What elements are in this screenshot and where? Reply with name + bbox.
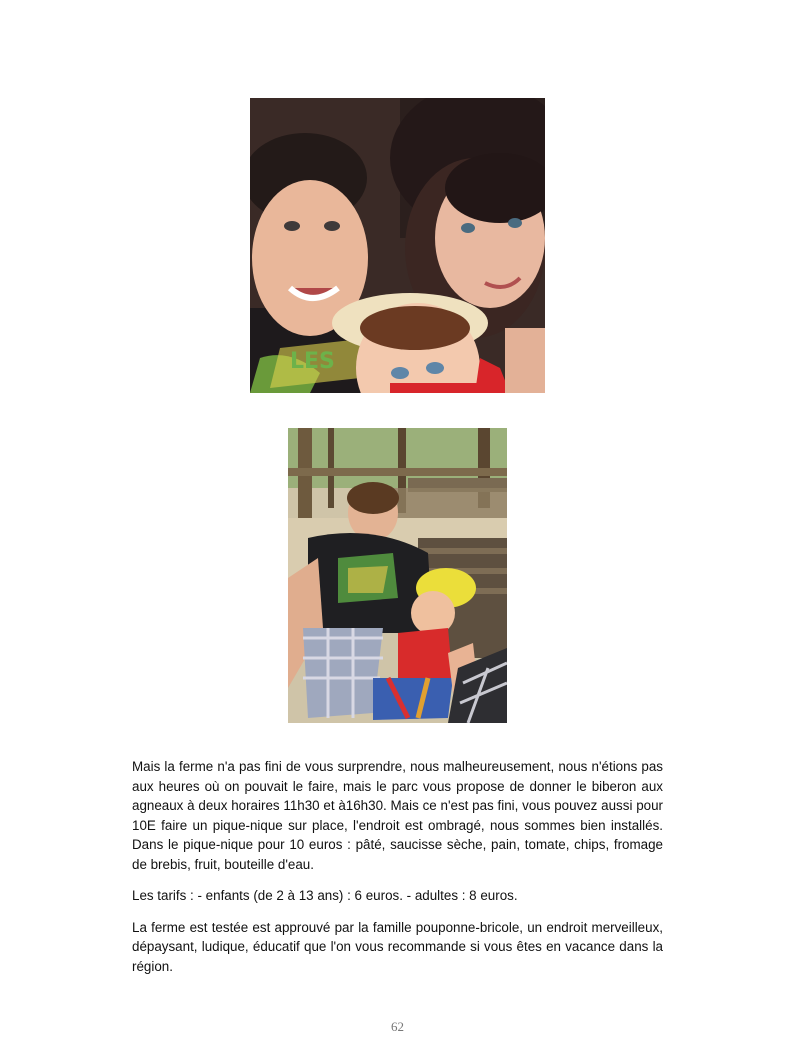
paragraph-recommendation: La ferme est testée est approuvé par la famille pouponne-bricole, un endroit merveilleux, dépaysant, ludique, éducatif que l'on vous recommande si vous êtes en vacance dans la région. xyxy=(132,919,663,974)
paragraph-feeding-picnic: Mais la ferme n'a pas fini de vous surprendre, nous malheureusement, nous n'étions pas aux heures où on pouvait le faire, mais le parc vous propose de donner le biberon aux agneaux à deux horaires 11h30 et à16h30. Mais ce n'est pas fini, vous pouvez aussi pour 10E faire un pique-nique sur place, l'endroit est ombragé, nous sommes bien installés. Dans le pique-nique pour 10 euros : pâté, saucisse sèche, pain, tomate, chips, fromage de brebis, fruit, bouteille d'eau. xyxy=(132,759,663,872)
body-text xyxy=(132,757,663,988)
paragraph-prices: Les tarifs : - enfants (de 2 à 13 ans) : 6 euros. - adultes : 8 euros. xyxy=(132,888,518,903)
family-selfie-photo xyxy=(250,98,545,393)
father-and-child-on-bench-photo xyxy=(288,428,507,723)
svg-text:LES: LES xyxy=(290,349,335,374)
page-number: 62 xyxy=(391,1019,404,1034)
